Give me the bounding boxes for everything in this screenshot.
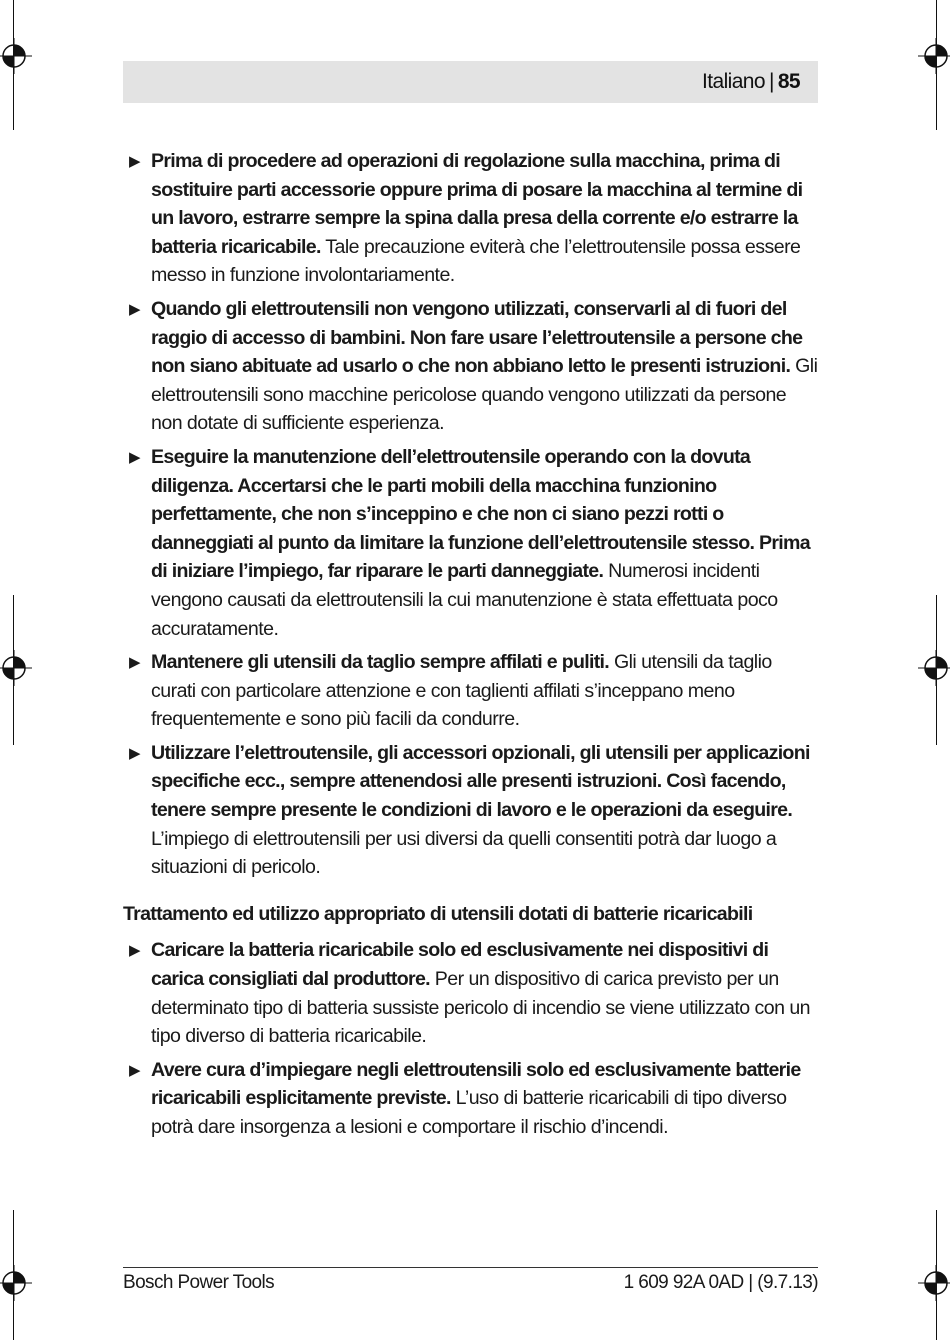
bullet-arrow-icon: ▶ (129, 744, 140, 762)
item-bold-text: Prima di procedere ad operazioni di regolazione sulla macchina, prima di sostituire parti accessorie oppure prima di posare la macchina al termine di un lavoro, estrarre sempre la spina dalla presa della corrente e/o estrarre la batteria ricaricabile. (151, 150, 803, 258)
registration-mark-icon (918, 1265, 950, 1301)
registration-mark-icon (0, 1265, 32, 1301)
footer-doc-number: 1 609 92A 0AD | (9.7.13) (623, 1272, 818, 1293)
safety-list (123, 147, 818, 882)
bullet-arrow-icon: ▶ (129, 1061, 140, 1079)
item-text: Gli utensili da taglio curati con particolare attenzione e con taglienti affilati s’inceppano meno frequentemente e sono più facili da condurre. (151, 651, 772, 731)
battery-safety-list (123, 936, 818, 1141)
list-item (123, 295, 818, 438)
page-content (123, 147, 818, 1147)
list-item (123, 443, 818, 643)
bullet-arrow-icon: ▶ (129, 448, 140, 466)
page-header (123, 61, 818, 103)
trim-line (936, 1210, 937, 1340)
item-bold-text: Caricare la batteria ricaricabile solo ed esclusivamente nei dispositivi di carica consigliati dal produttore. (151, 939, 769, 991)
registration-mark-icon (918, 38, 950, 74)
registration-mark-icon (918, 650, 950, 686)
trim-line (936, 595, 937, 745)
item-bold-text: Mantenere gli utensili da taglio sempre affilati e puliti. (151, 651, 610, 674)
header-separator: | (768, 70, 774, 93)
item-text: L’uso di batterie ricaricabili di tipo diverso potrà dare insorgenza a lesioni e comportare il rischio d’incendi. (151, 1087, 787, 1138)
footer-rule (123, 1267, 818, 1268)
page-number: 85 (777, 70, 800, 93)
item-text: Numerosi incidenti vengono causati da elettroutensili la cui manutenzione è stata effettuata poco accuratamente. (151, 560, 778, 640)
list-item (123, 1056, 818, 1142)
item-text: L’impiego di elettroutensili per usi diversi da quelli consentiti potrà dar luogo a situazioni di pericolo. (151, 827, 777, 879)
header-text (702, 70, 800, 94)
item-bold-text: Eseguire la manutenzione dell’elettroutensile operando con la dovuta diligenza. Accertarsi che le parti mobili della macchina funzionino perfettamente, che non s’inceppino e che non ci siano pezzi rotti o danneggiati al punto da limitare la funzione dell’elettroutensile stesso. Prima di iniziare l’impiego, far riparare le parti danneggiate. (151, 445, 810, 583)
list-item (123, 936, 818, 1050)
bullet-arrow-icon: ▶ (129, 300, 140, 318)
item-bold-text: Avere cura d’impiegare negli elettroutensili solo ed esclusivamente batterie ricaricabili esplicitamente previste. (151, 1058, 801, 1110)
section-heading: Trattamento ed utilizzo appropriato di utensili dotati di batterie ricaricabili (123, 902, 753, 925)
item-bold-text: Quando gli elettroutensili non vengono utilizzati, conservarli al di fuori del raggio di accesso di bambini. Non fare usare l’elettroutensile a persone che non siano abituate ad usarlo o che non abbiano letto le presenti istruzioni. (151, 297, 803, 378)
footer-publisher: Bosch Power Tools (123, 1272, 275, 1293)
header-language: Italiano (702, 70, 765, 93)
registration-mark-icon (0, 38, 32, 74)
item-text: Gli elettroutensili sono macchine pericolose quando vengono utilizzati da persone non dotate di sufficiente esperienza. (151, 355, 818, 435)
trim-line (13, 1210, 14, 1340)
list-item (123, 147, 818, 290)
bullet-arrow-icon: ▶ (129, 153, 140, 170)
trim-line (13, 595, 14, 745)
item-bold-text: Utilizzare l’elettroutensile, gli accessori opzionali, gli utensili per applicazioni specifiche ecc., sempre attenendosi alle presenti istruzioni. Così facendo, tenere sempre presente le condizioni di lavoro e le operazioni da eseguire. (151, 741, 810, 822)
item-text: Tale precauzione eviterà che l’elettroutensile possa essere messo in funzione involontariamente. (151, 235, 801, 287)
item-text: Per un dispositivo di carica previsto per un determinato tipo di batteria sussiste pericolo di incendio se viene utilizzato con un tipo diverso di batteria ricaricabile. (151, 968, 811, 1048)
trim-line (13, 0, 14, 130)
trim-line (936, 0, 937, 130)
bullet-arrow-icon: ▶ (129, 654, 140, 672)
list-item (123, 739, 818, 882)
registration-mark-icon (0, 650, 32, 686)
bullet-arrow-icon: ▶ (129, 942, 140, 960)
list-item (123, 648, 818, 734)
